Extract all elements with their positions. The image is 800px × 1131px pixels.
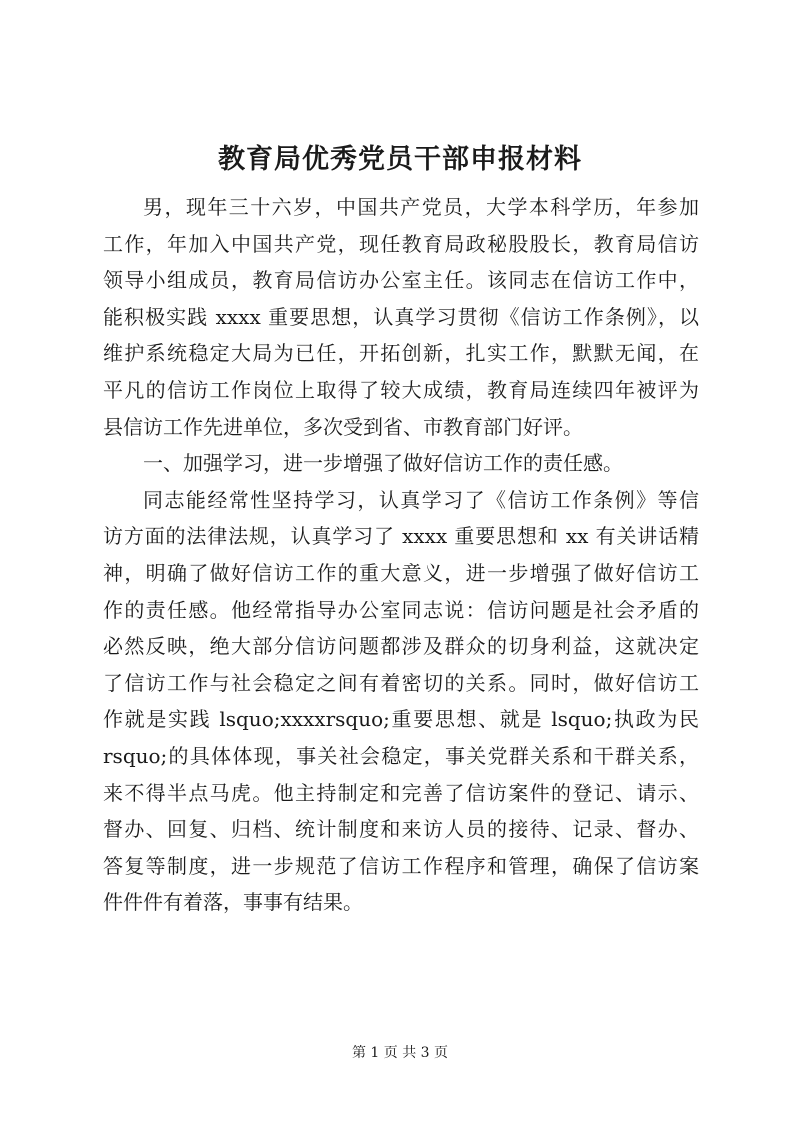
body-line: 来不得半点马虎。他主持制定和完善了信访案件的登记、请示、 <box>103 780 699 805</box>
body-line: 县信访工作先进单位，多次受到省、市教育部门好评。 <box>103 414 583 439</box>
body-line: 了信访工作与社会稳定之间有着密切的关系。同时，做好信访工 <box>103 670 699 695</box>
body-line: 作就是实践 lsquo;xxxxrsquo;重要思想、就是 lsquo;执政为民 <box>103 707 699 732</box>
document-body <box>103 189 699 921</box>
body-line: rsquo;的具体体现，事关社会稳定，事关党群关系和干群关系， <box>103 743 699 768</box>
body-line: 同志能经常性坚持学习，认真学习了《信访工作条例》等信 <box>143 487 699 512</box>
body-line: 必然反映，绝大部分信访问题都涉及群众的切身利益，这就决定 <box>103 634 699 659</box>
body-line: 答复等制度，进一步规范了信访工作程序和管理，确保了信访案 <box>103 853 699 878</box>
page-number: 第 1 页 共 3 页 <box>351 1045 449 1061</box>
body-line: 工作，年加入中国共产党，现任教育局政秘股股长，教育局信访 <box>103 231 699 256</box>
body-line: 作的责任感。他经常指导办公室同志说：信访问题是社会矛盾的 <box>103 597 699 622</box>
body-line: 访方面的法律法规，认真学习了 xxxx 重要思想和 xx 有关讲话精 <box>103 524 699 549</box>
body-line: 能积极实践 xxxx 重要思想，认真学习贯彻《信访工作条例》，以 <box>103 304 699 329</box>
body-line: 男，现年三十六岁，中国共产党员，大学本科学历，年参加 <box>143 195 699 219</box>
section-heading: 一、加强学习，进一步增强了做好信访工作的责任感。 <box>143 451 623 476</box>
body-line: 督办、回复、归档、统计制度和来访人员的接待、记录、督办、 <box>103 817 699 842</box>
body-line: 神，明确了做好信访工作的重大意义，进一步增强了做好信访工 <box>103 560 699 585</box>
document-title: 教育局优秀党员干部申报材料 <box>218 144 582 175</box>
body-line: 领导小组成员，教育局信访办公室主任。该同志在信访工作中， <box>103 268 699 293</box>
body-line: 件件件有着落，事事有结果。 <box>103 890 363 915</box>
body-line: 平凡的信访工作岗位上取得了较大成绩，教育局连续四年被评为 <box>103 377 699 402</box>
body-line: 维护系统稳定大局为已任，开拓创新，扎实工作，默默无闻，在 <box>103 341 699 366</box>
